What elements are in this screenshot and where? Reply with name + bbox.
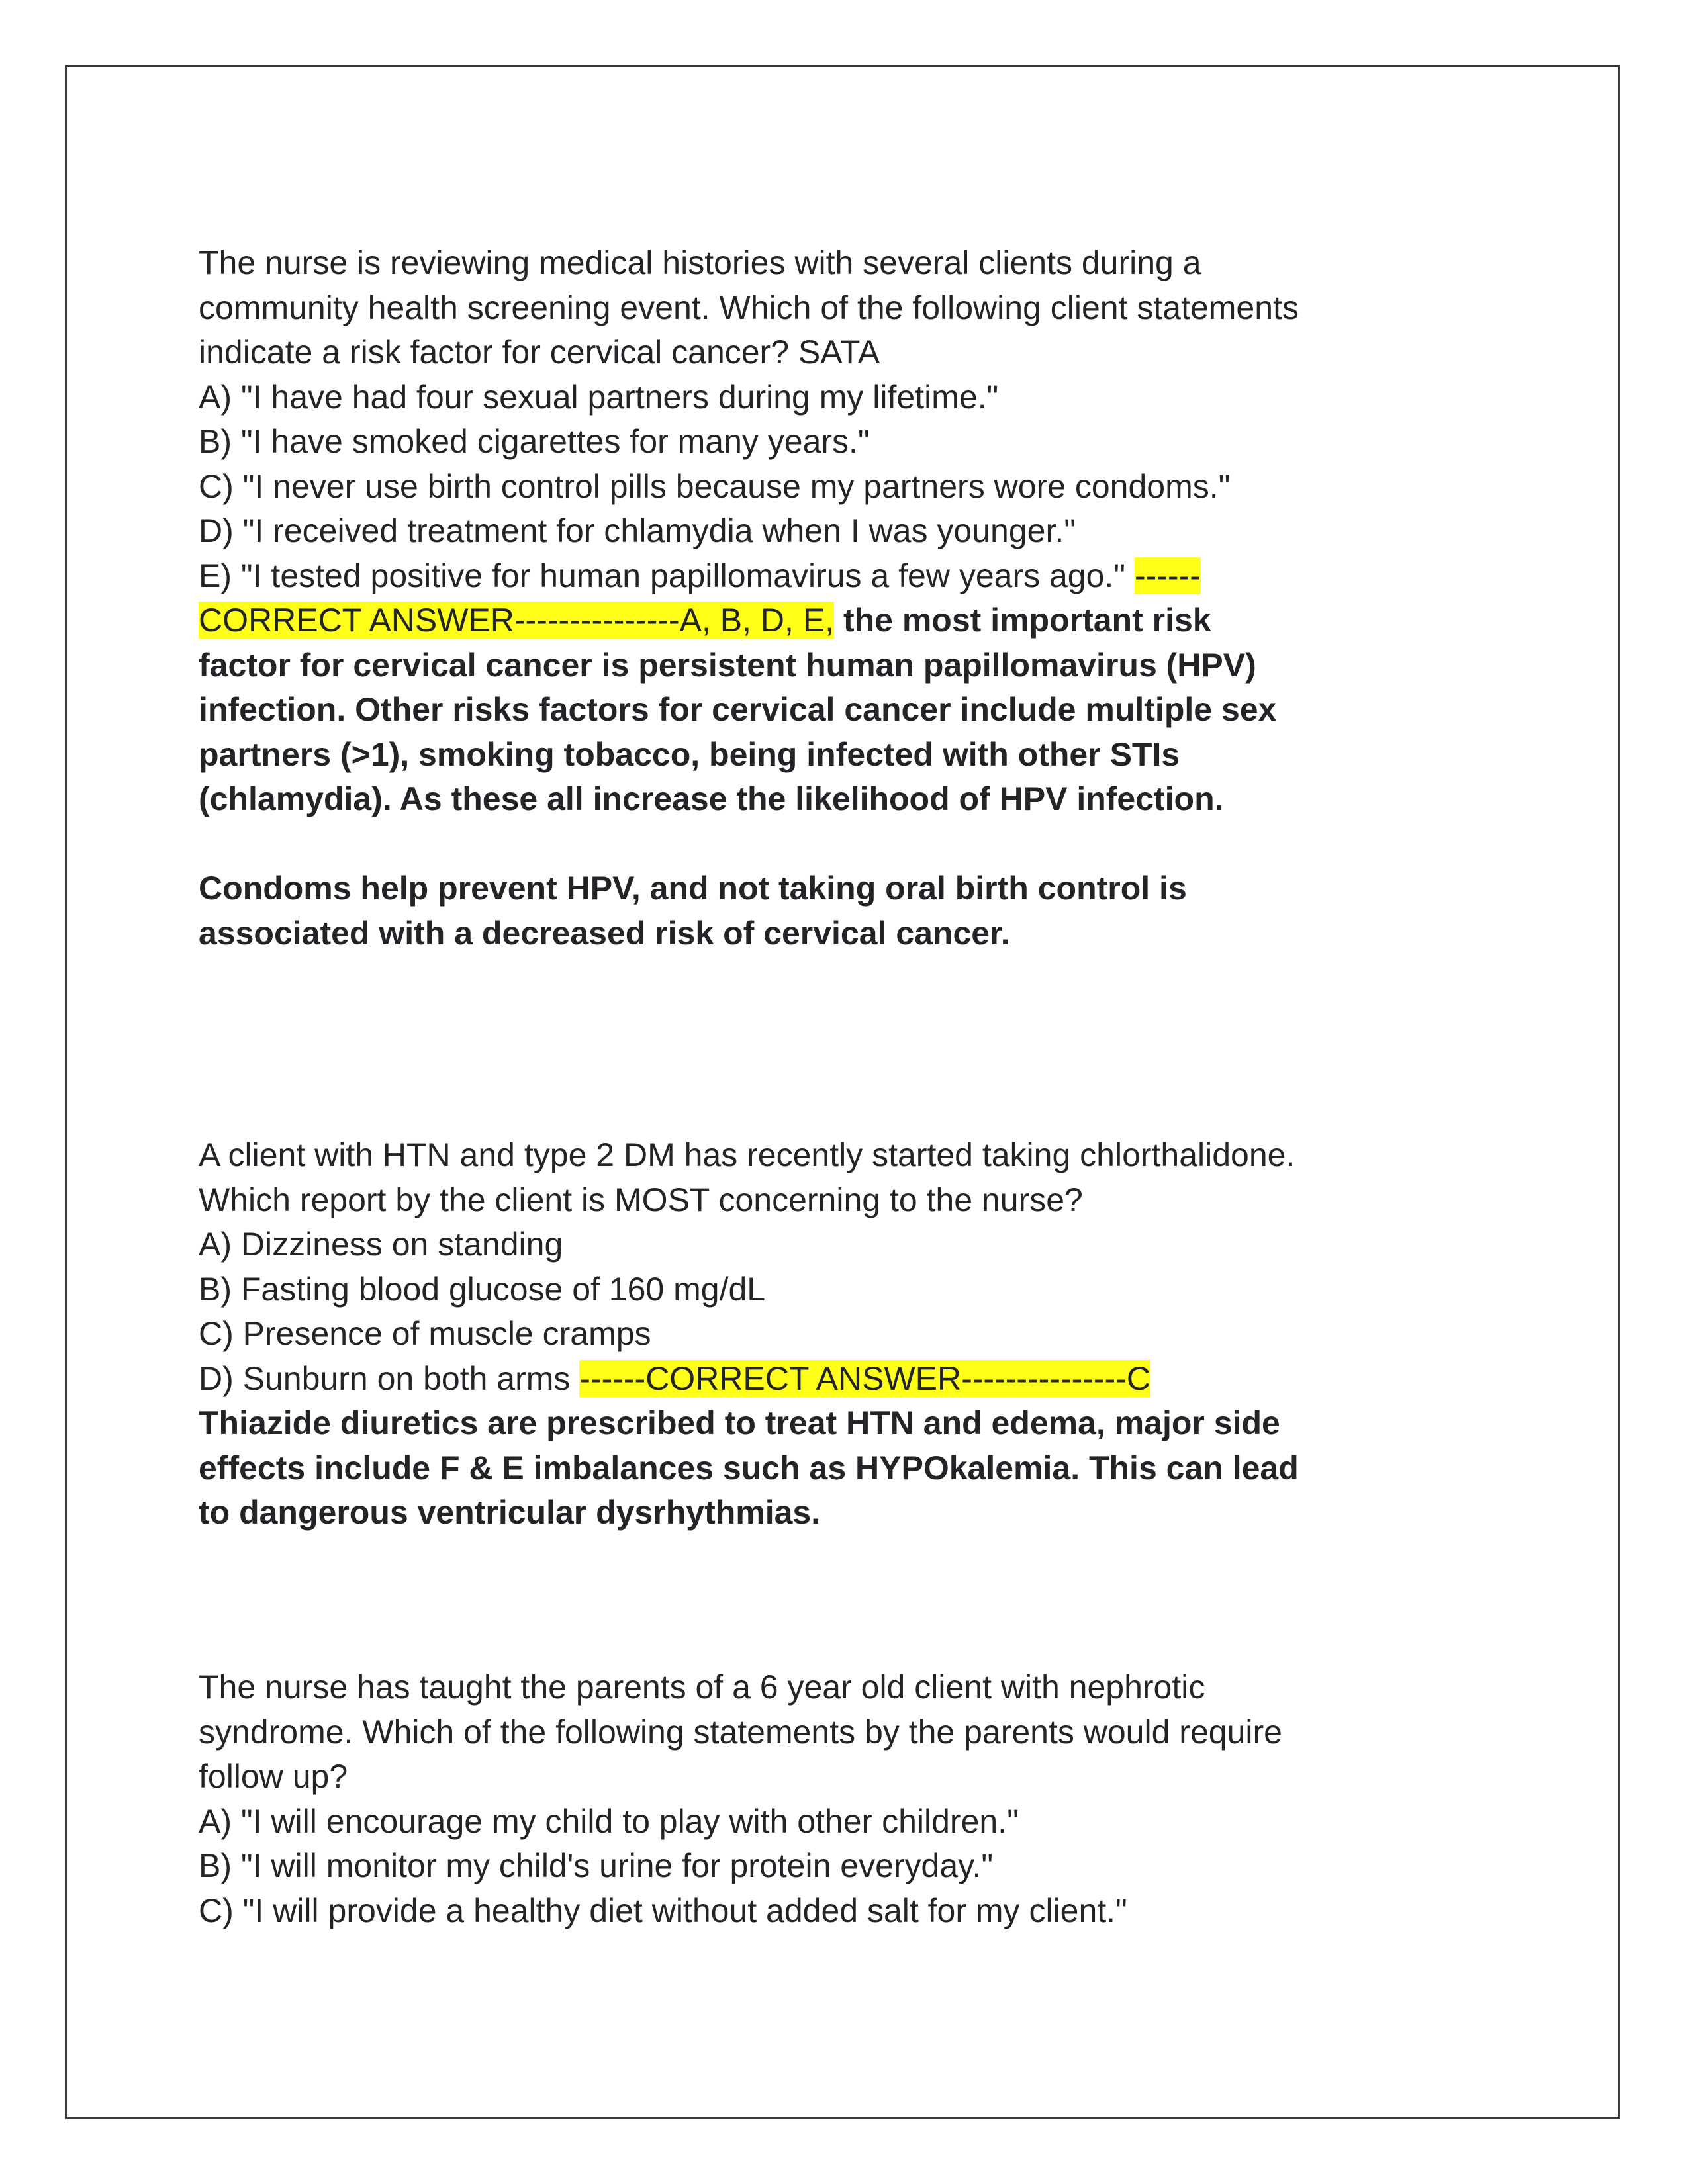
answer-option-d: D) "I received treatment for chlamydia when I was younger." bbox=[199, 512, 1076, 549]
answer-option-b: B) "I have smoked cigarettes for many years." bbox=[199, 423, 870, 460]
question-stem-line: community health screening event. Which of the following client statements bbox=[199, 289, 1299, 326]
rationale-text: the most important risk bbox=[834, 602, 1211, 639]
question-stem-line: syndrome. Which of the following statements by the parents would require bbox=[199, 1713, 1282, 1751]
question-stem-line: The nurse is reviewing medical histories with several clients during a bbox=[199, 244, 1201, 281]
paragraph-gap bbox=[199, 822, 1516, 867]
question-stem-line: indicate a risk factor for cervical cancer? SATA bbox=[199, 334, 880, 371]
rationale-line: partners (>1), smoking tobacco, being infected with other STIs bbox=[199, 735, 1180, 773]
rationale-line: effects include F & E imbalances such as HYPOkalemia. This can lead bbox=[199, 1449, 1299, 1486]
answer-option-a: A) "I have had four sexual partners during my lifetime." bbox=[199, 378, 999, 416]
answer-option-d: D) Sunburn on both arms bbox=[199, 1359, 580, 1397]
answer-option-c: C) "I never use birth control pills because my partners wore condoms." bbox=[199, 467, 1231, 505]
question-3 bbox=[199, 1665, 1516, 1933]
question-1 bbox=[199, 241, 1516, 956]
correct-answer-highlight: CORRECT ANSWER---------------A, B, D, E, bbox=[199, 602, 835, 639]
answer-option-e-line bbox=[199, 554, 1516, 599]
answer-option-c: C) "I will provide a healthy diet without added salt for my client." bbox=[199, 1891, 1127, 1929]
answer-option-e: E) "I tested positive for human papillomavirus a few years ago." bbox=[199, 557, 1135, 594]
question-stem-line: follow up? bbox=[199, 1758, 348, 1795]
answer-option-c: C) Presence of muscle cramps bbox=[199, 1315, 651, 1352]
answer-option-b: B) "I will monitor my child's urine for protein everyday." bbox=[199, 1847, 994, 1884]
question-2 bbox=[199, 1133, 1516, 1535]
answer-option-a: A) Dizziness on standing bbox=[199, 1226, 563, 1263]
question-stem-line: A client with HTN and type 2 DM has recently started taking chlorthalidone. bbox=[199, 1136, 1295, 1173]
answer-option-d-line bbox=[199, 1357, 1516, 1402]
correct-answer-line bbox=[199, 598, 1516, 643]
rationale-line: (chlamydia). As these all increase the likelihood of HPV infection. bbox=[199, 780, 1224, 817]
correct-answer-highlight: ------ bbox=[1134, 557, 1201, 594]
rationale-line: Thiazide diuretics are prescribed to treat HTN and edema, major side bbox=[199, 1404, 1280, 1441]
rationale-line: factor for cervical cancer is persistent human papillomavirus (HPV) bbox=[199, 646, 1256, 684]
correct-answer-highlight: ------CORRECT ANSWER---------------C bbox=[579, 1359, 1150, 1397]
rationale-line: Condoms help prevent HPV, and not taking oral birth control is bbox=[199, 870, 1187, 907]
answer-option-a: A) "I will encourage my child to play with other children." bbox=[199, 1802, 1019, 1840]
rationale-line: to dangerous ventricular dysrhythmias. bbox=[199, 1494, 821, 1531]
question-stem-line: Which report by the client is MOST concerning to the nurse? bbox=[199, 1181, 1083, 1218]
rationale-line: associated with a decreased risk of cervical cancer. bbox=[199, 914, 1010, 952]
question-stem-line: The nurse has taught the parents of a 6 year old client with nephrotic bbox=[199, 1668, 1205, 1706]
rationale-line: infection. Other risks factors for cervical cancer include multiple sex bbox=[199, 691, 1277, 728]
answer-option-b: B) Fasting blood glucose of 160 mg/dL bbox=[199, 1270, 766, 1308]
